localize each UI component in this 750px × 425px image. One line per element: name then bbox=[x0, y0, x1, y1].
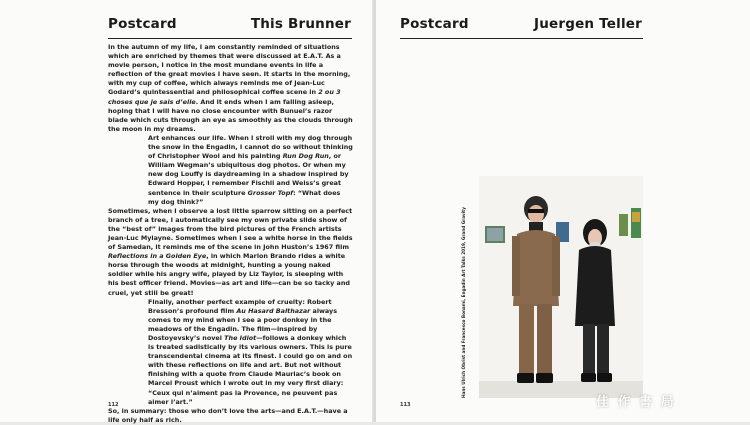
artwork-frame bbox=[619, 214, 628, 236]
right-page-number: 113 bbox=[400, 402, 411, 408]
right-section-title: Postcard bbox=[400, 16, 469, 32]
right-author-name: Juergen Teller bbox=[533, 16, 642, 32]
text-run: Finally, another perfect example of cruelty: Robert Bresson’s profound film bbox=[148, 297, 332, 315]
text-run: always comes to my mind when I see a poor donkey in the meadows of the Engadin. The film—inspired by Dostoyevsky’s novel bbox=[148, 306, 338, 342]
text-run: , or William Wegman’s ubiquitous dog photos. Or when my new dog Louffy is daydreaming in a shadow inspired by Edward Hopper, I remember Fischli and Weiss’s great sentence in their sculpture bbox=[148, 152, 349, 197]
right-header-rule bbox=[400, 38, 643, 39]
italic-title: The Idiot bbox=[224, 334, 257, 342]
left-section-title: Postcard bbox=[108, 16, 177, 32]
italic-title: Reflections in a Golden Eye bbox=[108, 252, 207, 261]
text-run: —follows a donkey which is treated sadistically by its various owners. This is pure transcendental cinema at its finest. I could go on and on with these reflections on life and art. But not without finishing with a quote from Claude Mauriac’s book on Marcel Proust which I wrote out in my very first diary: “Ceux qui n’aiment pas la Provence, ne peuvent pas aimer l’art.” bbox=[148, 334, 353, 406]
photo-caption: Hans Ulrich Obrist and Francesco Bonami, Engadin Art Talks 2019, Grand Gravity bbox=[461, 207, 466, 398]
italic-title: Run Dog Run bbox=[282, 152, 329, 161]
text-run: Art enhances our life. When I stroll with my dog through the snow in the Engadin, I cannot do so without thinking of Christopher Wool and his painting bbox=[148, 133, 353, 161]
italic-title: Au Hasard Balthazar bbox=[236, 306, 311, 315]
text-run: So, in summary: those who don’t love the arts—and E.A.T.—have a life only half as rich. bbox=[108, 406, 348, 424]
italic-title: 2 ou 3 choses que je sais d’elle bbox=[108, 88, 341, 106]
essay-paragraph bbox=[148, 134, 353, 207]
gallery-photo-illustration bbox=[479, 176, 643, 398]
text-run: In the autumn of my life, I am constantly reminded of situations which are enriched by themes that were discussed at E.A.T. As a movie person, I notice in the most mundane events in life a reflection of the great movies I have seen. It starts in the morning, with my cup of coffee, which always reminds me of Jean-Luc Godard’s quintessential and philosophical coffee scene in bbox=[108, 43, 351, 97]
gallery-photo bbox=[479, 176, 643, 398]
left-page bbox=[0, 0, 374, 422]
essay-paragraph bbox=[108, 207, 353, 298]
left-header-rule bbox=[108, 38, 352, 39]
left-author-name: This Brunner bbox=[250, 16, 351, 32]
essay-body bbox=[108, 43, 353, 425]
text-run: . And it ends when I am falling asleep, hoping that I will have no close encounter with Bunuel’s razor blade which cuts through an eye as smoothly as the clouds through the moon in my dreams. bbox=[108, 97, 353, 133]
text-run: , in which Marlon Brando rides a white horse through the woods at midnight, hunting a young naked soldier while his angry wife, played by Liz Taylor, is sleeping with his best officer friend. Movies—as art and life—can be so tacky and cruel, yet still be great! bbox=[108, 252, 350, 297]
essay-paragraph bbox=[108, 43, 353, 134]
essay-paragraph bbox=[148, 298, 353, 407]
essay-paragraph bbox=[108, 407, 353, 425]
text-run: : “What does my dog think?” bbox=[148, 188, 341, 206]
left-page-number: 112 bbox=[108, 402, 119, 408]
text-run: Sometimes, when I observe a lost little sparrow sitting on a perfect branch of a tree, I automatically see my own private slide show of the “best of” images from the bird pictures of the French artists Jean-Luc Mylayne. Sometimes when I see a white horse in the fields of Samedan, it reminds me of the scene in John Huston’s 1967 film bbox=[108, 206, 353, 252]
watermark-stamp: 佳 作 書 局 bbox=[596, 395, 676, 410]
italic-title: Grosser Topf bbox=[247, 188, 294, 197]
